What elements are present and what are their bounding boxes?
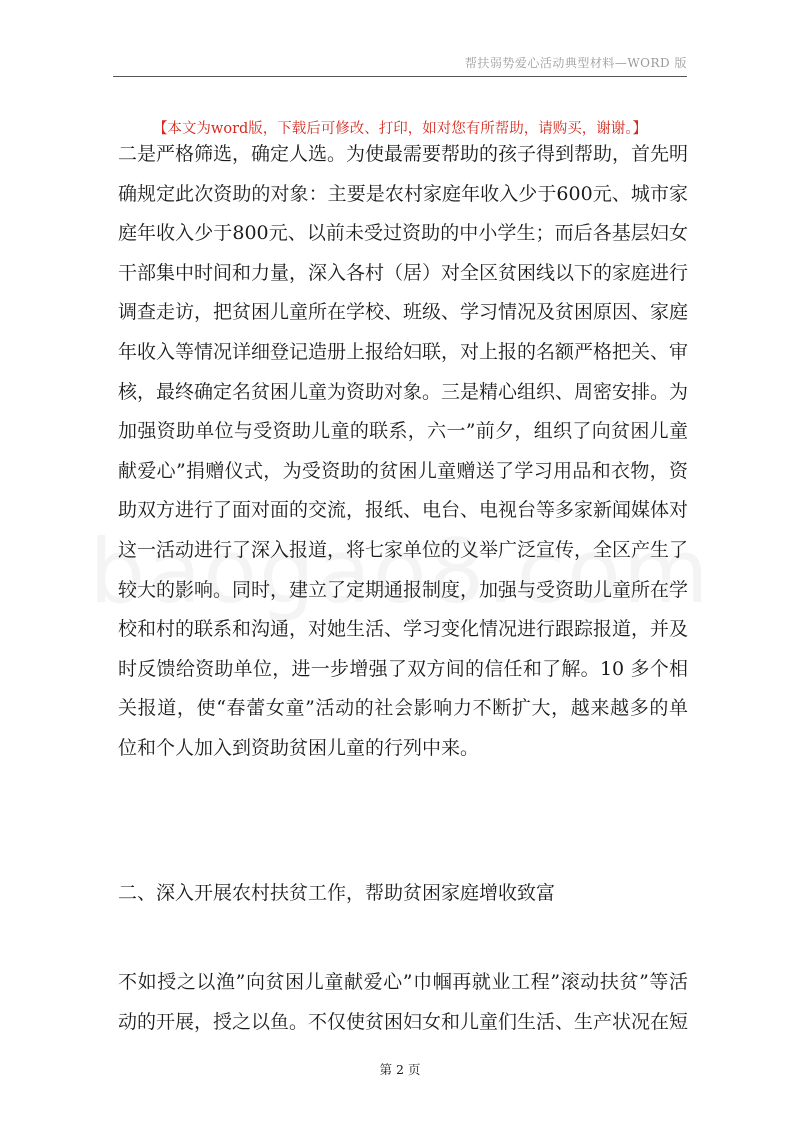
- download-notice: 【本文为word版，下载后可修改、打印，如对您有所帮助，请购买，谢谢。】: [152, 121, 648, 137]
- section-heading: 二、深入开展农村扶贫工作，帮助贫困家庭增收致富: [118, 882, 556, 904]
- body-paragraph-2: 不如授之以渔”向贫困儿童献爱心”巾帼再就业工程”滚动扶贫”等活动的开展，授之以鱼。不仅使贫困妇女和儿童们生活、生产状况在短: [118, 971, 689, 1033]
- body-paragraph-1: 二是严格筛选，确定人选。为使最需要帮助的孩子得到帮助，首先明确规定此次资助的对象：主要是农村家庭年收入少于600元、城市家庭年收入少于800元、以前未受过资助的中小学生；而后各基层妇女干部集中时间和力量，深入各村（居）对全区贫困线以下的家庭进行调查走访，把贫困儿童所在学校、班级、学习情况及贫困原因、家庭年收入等情况详细登记造册上报给妇联，对上报的名额严格把关、审核，最终确定名贫困儿童为资助对象。三是精心组织、周密安排。为加强资助单位与受资助儿童的联系，六一”前夕，组织了向贫困儿童献爱心”捐赠仪式，为受资助的贫困儿童赠送了学习用品和衣物，资助双方进行了面对面的交流，报纸、电台、电视台等多家新闻媒体对这一活动进行了深入报道，将七家单位的义举广泛宣传，全区产生了较大的影响。同时，建立了定期通报制度，加强与受资助儿童所在学校和村的联系和沟通，对她生活、学习变化情况进行跟踪报道，并及时反馈给资助单位，进一步增强了双方间的信任和了解。10 多个相关报道，使“春蕾女童”活动的社会影响力不断扩大，越来越多的单位和个人加入到资助贫困儿童的行列中来。: [118, 143, 689, 759]
- header-divider: [113, 76, 687, 77]
- page-number: 第 2 页: [379, 1062, 421, 1077]
- page-header: 帮扶弱势爱心活动典型材料—WORD 版: [464, 56, 687, 70]
